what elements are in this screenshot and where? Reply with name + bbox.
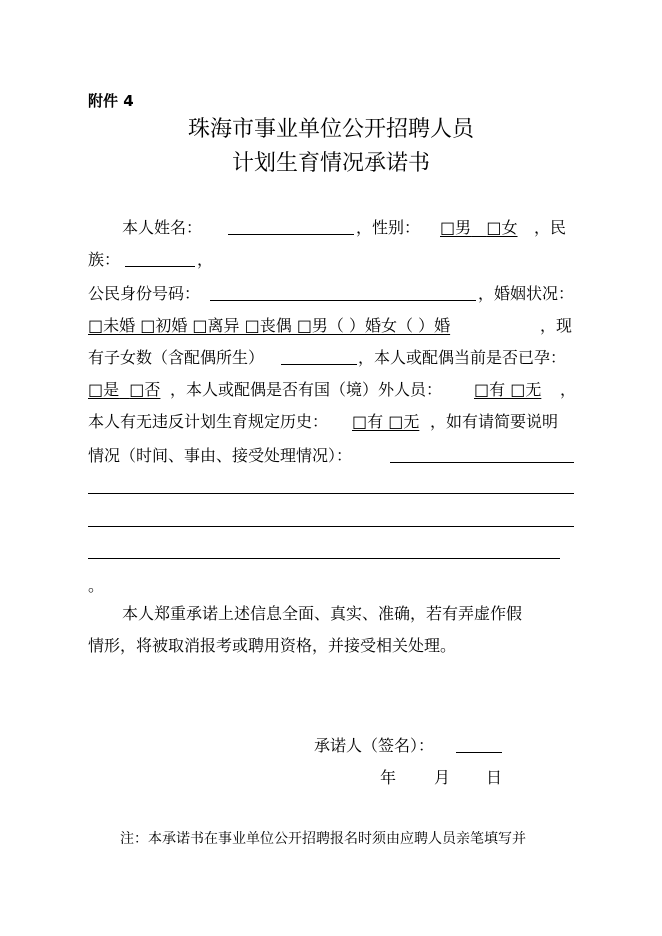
pregnant-yes-checkbox[interactable]: □是 xyxy=(88,380,120,399)
children-label: 有子女数（含配偶所生） xyxy=(88,348,265,367)
ethnicity-comma: ， xyxy=(197,250,214,269)
male-checkbox[interactable]: □男 xyxy=(440,218,472,237)
gender-options xyxy=(440,218,534,238)
female-checkbox[interactable]: □女 xyxy=(486,218,518,237)
signature-field[interactable] xyxy=(456,738,502,753)
pledge-line-1: 本人郑重承诺上述信息全面、真实、准确，若有弄虚作假 xyxy=(122,604,523,623)
pregnant-label: ，本人或配偶当前是否已孕： xyxy=(358,348,567,367)
name-field[interactable] xyxy=(228,220,354,235)
ethnicity-label-b: 族： xyxy=(88,250,121,269)
abroad-comma: ， xyxy=(560,380,577,399)
pledge-line-2: 情形，将被取消报考或聘用资格，并接受相关处理。 xyxy=(88,636,457,655)
id-field[interactable] xyxy=(210,286,476,301)
name-label: 本人姓名： xyxy=(122,218,203,237)
situation-line-1[interactable] xyxy=(88,493,574,494)
situation-line-3[interactable] xyxy=(88,558,560,559)
date-month-label: 月 xyxy=(434,768,451,787)
situation-field[interactable] xyxy=(390,448,574,463)
gender-label: ，性别： xyxy=(356,218,421,237)
abroad-options[interactable]: □有 □无 xyxy=(474,380,542,399)
date-year-label: 年 xyxy=(380,768,397,787)
footnote: 注：本承诺书在事业单位公开招聘报名时须由应聘人员亲笔填写并 xyxy=(120,831,526,847)
violation-label: 本人有无违反计划生育规定历史： xyxy=(88,412,329,431)
id-label: 公民身份号码： xyxy=(88,284,201,303)
pregnant-no-checkbox[interactable]: □否 xyxy=(129,380,161,399)
children-field[interactable] xyxy=(281,350,357,365)
marital-options[interactable]: □未婚 □初婚 □离异 □丧偶 □男（ ）婚女（ ）婚 xyxy=(88,316,451,335)
abroad-label: ，本人或配偶是否有国（境）外人员： xyxy=(170,380,443,399)
attachment-label: 附件 4 xyxy=(88,92,134,110)
period-mark: 。 xyxy=(88,576,105,595)
ethnicity-field[interactable] xyxy=(125,252,195,267)
ethnicity-label-a: ，民 xyxy=(534,218,567,237)
marital-label: ，婚姻状况： xyxy=(478,284,575,303)
situation-label: 情况（时间、事由、接受处理情况）： xyxy=(88,446,353,465)
date-day-label: 日 xyxy=(486,768,503,787)
pregnant-options xyxy=(88,380,160,400)
situation-line-2[interactable] xyxy=(88,526,574,527)
page-subtitle: 计划生育情况承诺书 xyxy=(231,151,430,176)
page-title: 珠海市事业单位公开招聘人员 xyxy=(187,117,474,142)
children-prefix: ，现 xyxy=(540,316,573,335)
violation-options[interactable]: □有 □无 xyxy=(352,412,420,431)
violation-explain: ，如有请简要说明 xyxy=(430,412,559,431)
signature-label: 承诺人（签名）： xyxy=(314,736,435,755)
